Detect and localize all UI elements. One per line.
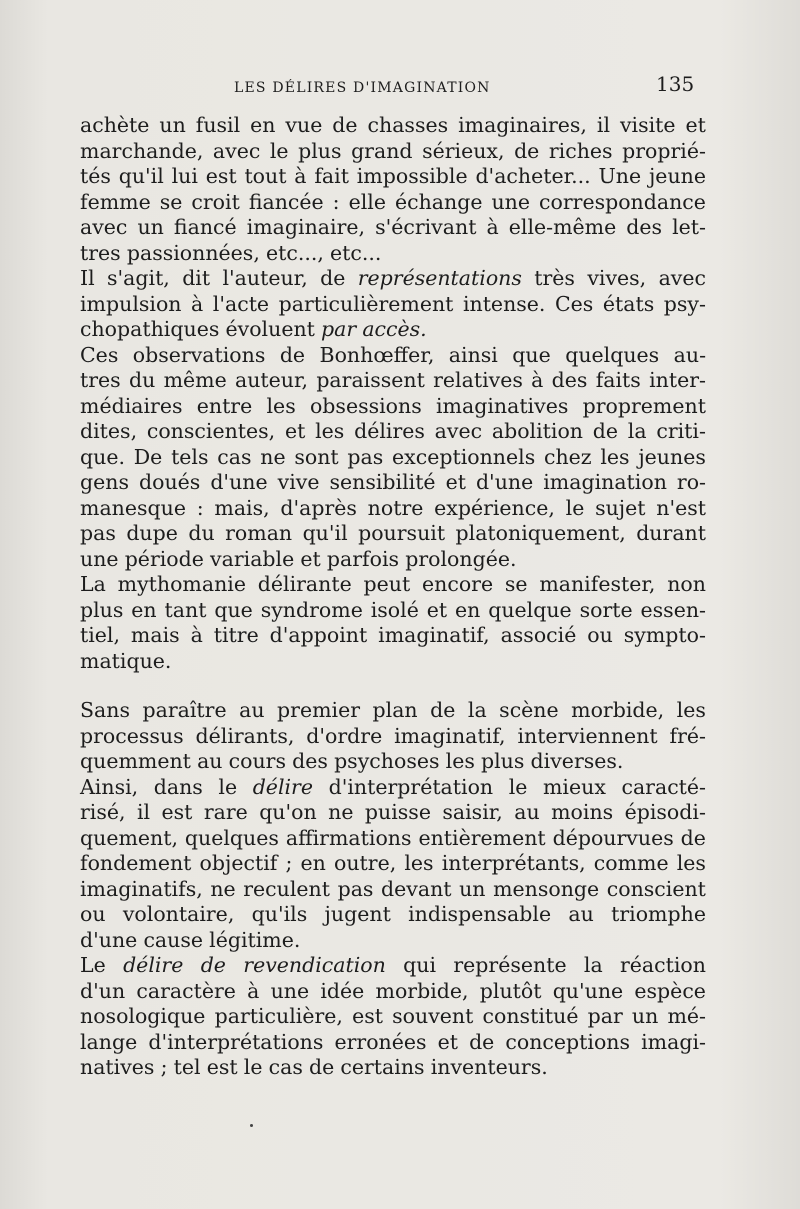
text-line: gens doués d'une vive sensibilité et d'une imagination ro- <box>80 470 706 494</box>
text-line: tiel, mais à titre d'appoint imaginatif, associé ou sympto- <box>80 623 706 647</box>
paragraph <box>80 113 706 266</box>
text-line: médiaires entre les obsessions imaginatives proprement <box>80 393 706 418</box>
paragraph <box>80 572 706 674</box>
paragraph-gap <box>80 674 706 698</box>
text-line: ou volontaire, qu'ils jugent indispensable au triomphe <box>80 902 706 926</box>
body-text <box>80 113 706 1081</box>
text-line: d'un caractère à une idée morbide, plutôt qu'une espèce <box>80 978 706 1003</box>
text-line: que. De tels cas ne sont pas exceptionnels chez les jeunes <box>80 444 706 469</box>
paragraph <box>80 266 706 343</box>
text-line: tés qu'il lui est tout à fait impossible d'acheter... Une jeune <box>80 164 706 188</box>
text-line: avec un fiancé imaginaire, s'écrivant à elle-même des let- <box>80 215 706 239</box>
text-line: lange d'interprétations erronées et de conceptions imagi- <box>80 1029 706 1054</box>
text-line: natives ; tel est le cas de certains inventeurs. <box>80 1055 548 1079</box>
text-line: manesque : mais, d'après notre expérience, le sujet n'est <box>80 495 706 520</box>
text-line: Ainsi, dans le délire d'interprétation le mieux caracté- <box>80 774 706 799</box>
text-line: La mythomanie délirante peut encore se manifester, non <box>80 572 706 596</box>
text-line: risé, il est rare qu'on ne puisse saisir, au moins épisodi- <box>80 800 706 824</box>
text-line: Ces observations de Bonhœffer, ainsi que quelques au- <box>80 342 706 367</box>
paragraph <box>80 343 706 573</box>
text-line: tres passionnées, etc..., etc... <box>80 240 382 265</box>
text-line: fondement objectif ; en outre, les interprétants, comme les <box>80 851 706 875</box>
page-number: 135 <box>656 72 695 96</box>
text-line: impulsion à l'acte particulièrement intense. Ces états psy- <box>80 291 706 316</box>
text-line: processus délirants, d'ordre imaginatif, interviennent fré- <box>80 723 706 748</box>
text-line: marchande, avec le plus grand sérieux, de riches proprié- <box>80 138 706 163</box>
text-line: chopathiques évoluent par accès. <box>80 317 427 341</box>
text-line: quement, quelques affirmations entièrement dépourvues de <box>80 825 706 850</box>
text-line: achète un fusil en vue de chasses imaginaires, il visite et <box>80 113 706 137</box>
text-line: plus en tant que syndrome isolé et en quelque sorte essen- <box>80 597 706 622</box>
paragraph <box>80 698 706 775</box>
text-line: dites, conscientes, et les délires avec abolition de la criti- <box>80 419 706 443</box>
running-head: LES DÉLIRES D'IMAGINATION <box>234 80 491 96</box>
text-line: imaginatifs, ne reculent pas devant un mensonge conscient <box>80 876 706 901</box>
text-line: une période variable et parfois prolongée. <box>80 546 517 571</box>
text-line: pas dupe du roman qu'il poursuit platoniquement, durant <box>80 521 706 545</box>
text-line: tres du même auteur, paraissent relatives à des faits inter- <box>80 368 706 392</box>
text-line: d'une cause légitime. <box>80 927 301 952</box>
ink-speck <box>250 1124 253 1127</box>
paragraph <box>80 953 706 1081</box>
paragraph <box>80 775 706 954</box>
text-line: quemment au cours des psychoses les plus diverses. <box>80 749 624 773</box>
text-line: femme se croit fiancée : elle échange une correspondance <box>80 189 706 214</box>
text-line: Il s'agit, dit l'auteur, de représentations très vives, avec <box>80 266 706 290</box>
text-line: matique. <box>80 648 172 673</box>
text-line: Le délire de revendication qui représente la réaction <box>80 953 706 977</box>
text-line: Sans paraître au premier plan de la scène morbide, les <box>80 698 706 722</box>
text-line: nosologique particulière, est souvent constitué par un mé- <box>80 1004 706 1028</box>
